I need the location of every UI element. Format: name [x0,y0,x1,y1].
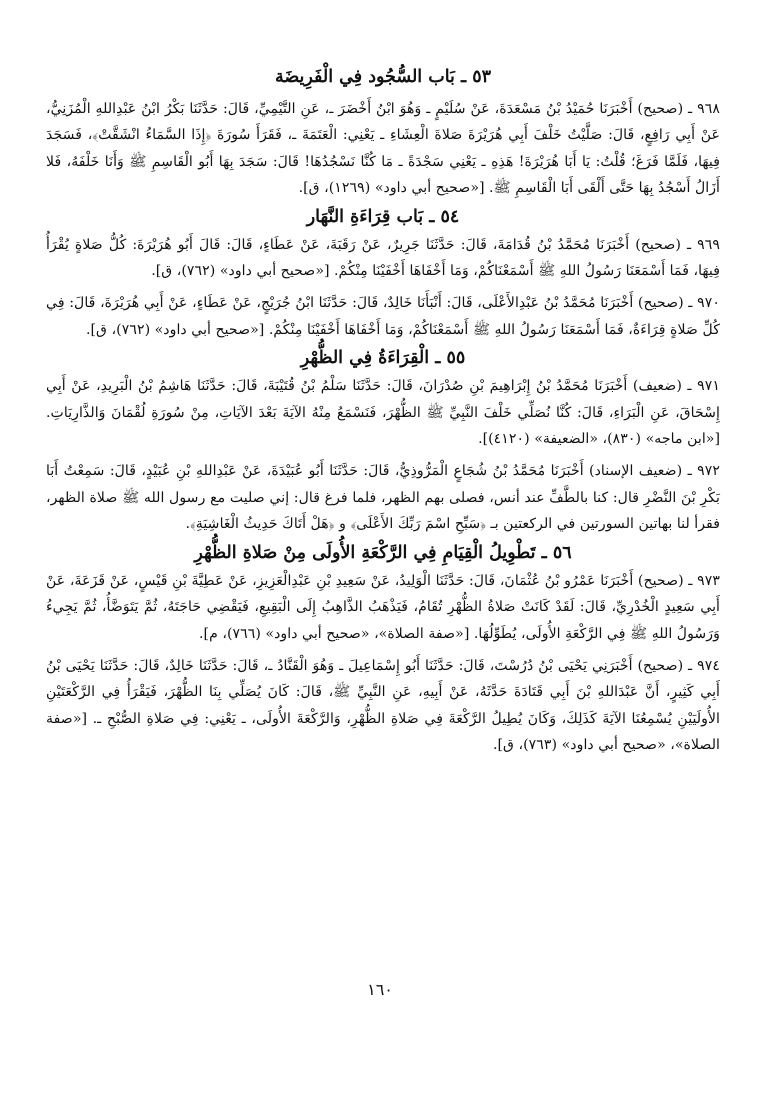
hadith-973: ٩٧٣ ـ (صحيح) أَخْبَرَنَا عَمْرُو بْنُ عُثْمَانَ، قَالَ: حَدَّثَنَا الْوَلِيدُ، عَنْ سَعِيدِ بْنِ عَبْدِالْعَزِيزِ، عَنْ عَطِيَّةَ بْنِ قَيْسٍ، عَنْ قَزَعَةَ، عَنْ أَبِي سَعِيدٍ الْخُدْرِيِّ، قَالَ: لَقَدْ كَانَتْ صَلاةُ الظُّهْرِ تُقَامُ، فَيَذْهَبُ الذَّاهِبُ إِلَى الْبَقِيعِ، فَيَقْضِي حَاجَتَهُ، ثُمَّ يَتَوَضَّأُ، ثُمَّ يَجِيءُ وَرَسُولُ اللهِ ﷺ فِي الرَّكْعَةِ الأُولَى، يُطَوِّلُهَا. [«صفة الصلاة»، «صحيح أبي داود» (٧٦٦)، م]. [46,572,720,642]
hadith-968: ٩٦٨ ـ (صحيح) أَخْبَرَنَا حُمَيْدُ بْنُ مَسْعَدَةَ، عَنْ سُلَيْمٍ ـ وَهُوَ ابْنُ أَخْضَرَ ـ، عَنِ التَّيْمِيِّ، قَالَ: حَدَّثَنَا بَكْرُ ابْنُ عَبْدِاللهِ الْمُزَنِيُّ، عَنْ أَبِي رَافِعٍ، قَالَ: صَلَّيْتُ خَلْفَ أَبِي هُرَيْرَةَ صَلاةَ الْعِشَاءِ ـ يَعْنِي: الْعَتَمَةَ ـ، فَقَرَأَ سُورَةَ ﴿إِذَا السَّمَاءُ انْشَقَّتْ﴾، فَسَجَدَ فِيهَا، فَلَمَّا فَرَغَ؛ قُلْتُ: يَا أَبَا هُرَيْرَةَ! هَذِهِ ـ يَعْنِي سَجْدَةً ـ مَا كُنَّا نَسْجُدُهَا! قَالَ: سَجَدَ بِهَا أَبُو الْقَاسِمِ ﷺ وَأَنَا خَلْفَهُ، فَلا أَزَالُ أَسْجُدُ بِهَا حَتَّى أَلْقَى أَبَا الْقَاسِمِ ﷺ. [«صحيح أبي داود» (١٢٦٩)، ق]. [46,101,720,197]
section-heading-56: ٥٦ ـ تَطْوِيلُ الْقِيَامِ فِي الرَّكْعَةِ الأُولَى مِنْ صَلاةِ الظُّهْرِ [194,542,572,563]
section-heading-54: ٥٤ ـ بَاب قِرَاءَةِ النَّهَار [306,206,460,227]
page-body [46,62,720,1106]
hadith-971: ٩٧١ ـ (ضعيف) أَخْبَرَنَا مُحَمَّدُ بْنُ إِبْرَاهِيمَ بْنِ صُدْرَانَ، قَالَ: حَدَّثَنَا سَلْمُ بْنُ قُتَيْبَةَ، قَالَ: حَدَّثَنَا هَاشِمُ بْنُ الْبَرِيدِ، عَنْ أَبِي إِسْحَاقَ، عَنِ الْبَرَاءِ، قَالَ: كُنَّا نُصَلِّي خَلْفَ النَّبِيِّ ﷺ الظُّهْرَ، فَنَسْمَعُ مِنْهُ الآيَةَ بَعْدَ الآيَاتِ، مِنْ سُورَةِ لُقْمَانَ وَالذَّارِيَاتِ. [«ابن ماجه» (٨٣٠)، «الضعيفة» (٤١٢٠)]. [46,378,720,448]
hadith-970: ٩٧٠ ـ (صحيح) أَخْبَرَنَا مُحَمَّدُ بْنُ عَبْدِالأَعْلَى، قَالَ: أَنْبَأَنَا خَالِدٌ، قَالَ: حَدَّثَنَا ابْنُ جُرَيْجٍ، عَنْ عَطَاءٍ، عَنْ أَبِي هُرَيْرَةَ، قَالَ: فِي كُلِّ صَلاةٍ قِرَاءَةٌ، فَمَا أَسْمَعَنَا رَسُولُ اللهِ ﷺ أَسْمَعْنَاكُمْ، وَمَا أَخْفَاهَا أَخْفَيْنَا مِنْكُمْ. [«صحيح أبي داود» (٧٦٢)، ق]. [46,295,720,338]
hadith-974: ٩٧٤ ـ (صحيح) أَخْبَرَنِي يَحْيَى بْنُ دُرُسْتَ، قَالَ: حَدَّثَنَا أَبُو إِسْمَاعِيلَ ـ وَهُوَ الْقَنَّادُ ـ، قَالَ: حَدَّثَنَا خَالِدٌ، قَالَ: حَدَّثَنَا يَحْيَى بْنُ أَبِي كَثِيرٍ، أَنَّ عَبْدَاللهِ بْنَ أَبِي قَتَادَةَ حَدَّثَهُ، عَنْ أَبِيهِ، عَنِ النَّبِيِّ ﷺ، قَالَ: كَانَ يُصَلِّي بِنَا الظُّهْرَ، فَيَقْرَأُ فِي الرَّكْعَتَيْنِ الأُولَيَيْنِ يُسْمِعُنَا الآيَةَ كَذَلِكَ، وَكَانَ يُطِيلُ الرَّكْعَةَ فِي صَلاةِ الظُّهْرِ، وَالرَّكْعَةَ الأُولَى، ـ يَعْنِي: فِي صَلاةِ الصُّبْحِ ـ. [«صفة الصلاة»، «صحيح أبي داود» (٧٦٣)، ق]. [46,657,720,754]
section-heading-55: ٥٥ ـ الْقِرَاءَةُ فِي الظُّهْرِ [300,348,466,369]
section-heading-53: ٥٣ ـ بَاب السُّجُود فِي الْفَرِيضَة [274,67,492,87]
page-number: ١٦٠ [367,980,393,999]
hadith-972: ٩٧٢ ـ (ضعيف الإسناد) أَخْبَرَنَا مُحَمَّدُ بْنُ شُجَاعٍ الْمَرُّوذِيُّ، قَالَ: حَدَّثَنَا أَبُو عُبَيْدَةَ، عَنْ عَبْدِاللهِ بْنِ عُبَيْدٍ، قَالَ: سَمِعْتُ أَبَا بَكْرِ بْنَ النَّضْرِ قال: كنا بالطَّفِّ عند أنس، فصلى بهم الظهر، فلما فرغ قال: إني صليت مع رسول الله ﷺ صلاة الظهر، فقرأ لنا بهاتين السورتين في الركعتين بـ ﴿سَبِّحِ اسْمَ رَبِّكَ الأَعْلَى﴾ و ﴿هَلْ أَتَاكَ حَدِيثُ الْغَاشِيَةِ﴾. [46,463,720,533]
hadith-969: ٩٦٩ ـ (صحيح) أَخْبَرَنَا مُحَمَّدُ بْنُ قُدَامَةَ، قَالَ: حَدَّثَنَا جَرِيرٌ، عَنْ رَقَبَةَ، عَنْ عَطَاءٍ، قَالَ: قَالَ أَبُو هُرَيْرَةَ: كُلُّ صَلاةٍ يُقْرَأُ فِيهَا، فَمَا أَسْمَعَنَا رَسُولُ اللهِ ﷺ أَسْمَعْنَاكُمْ، وَمَا أَخْفَاهَا أَخْفَيْنَا مِنْكُمْ. [«صحيح أبي داود» (٧٦٢)، ق]. [46,236,720,280]
